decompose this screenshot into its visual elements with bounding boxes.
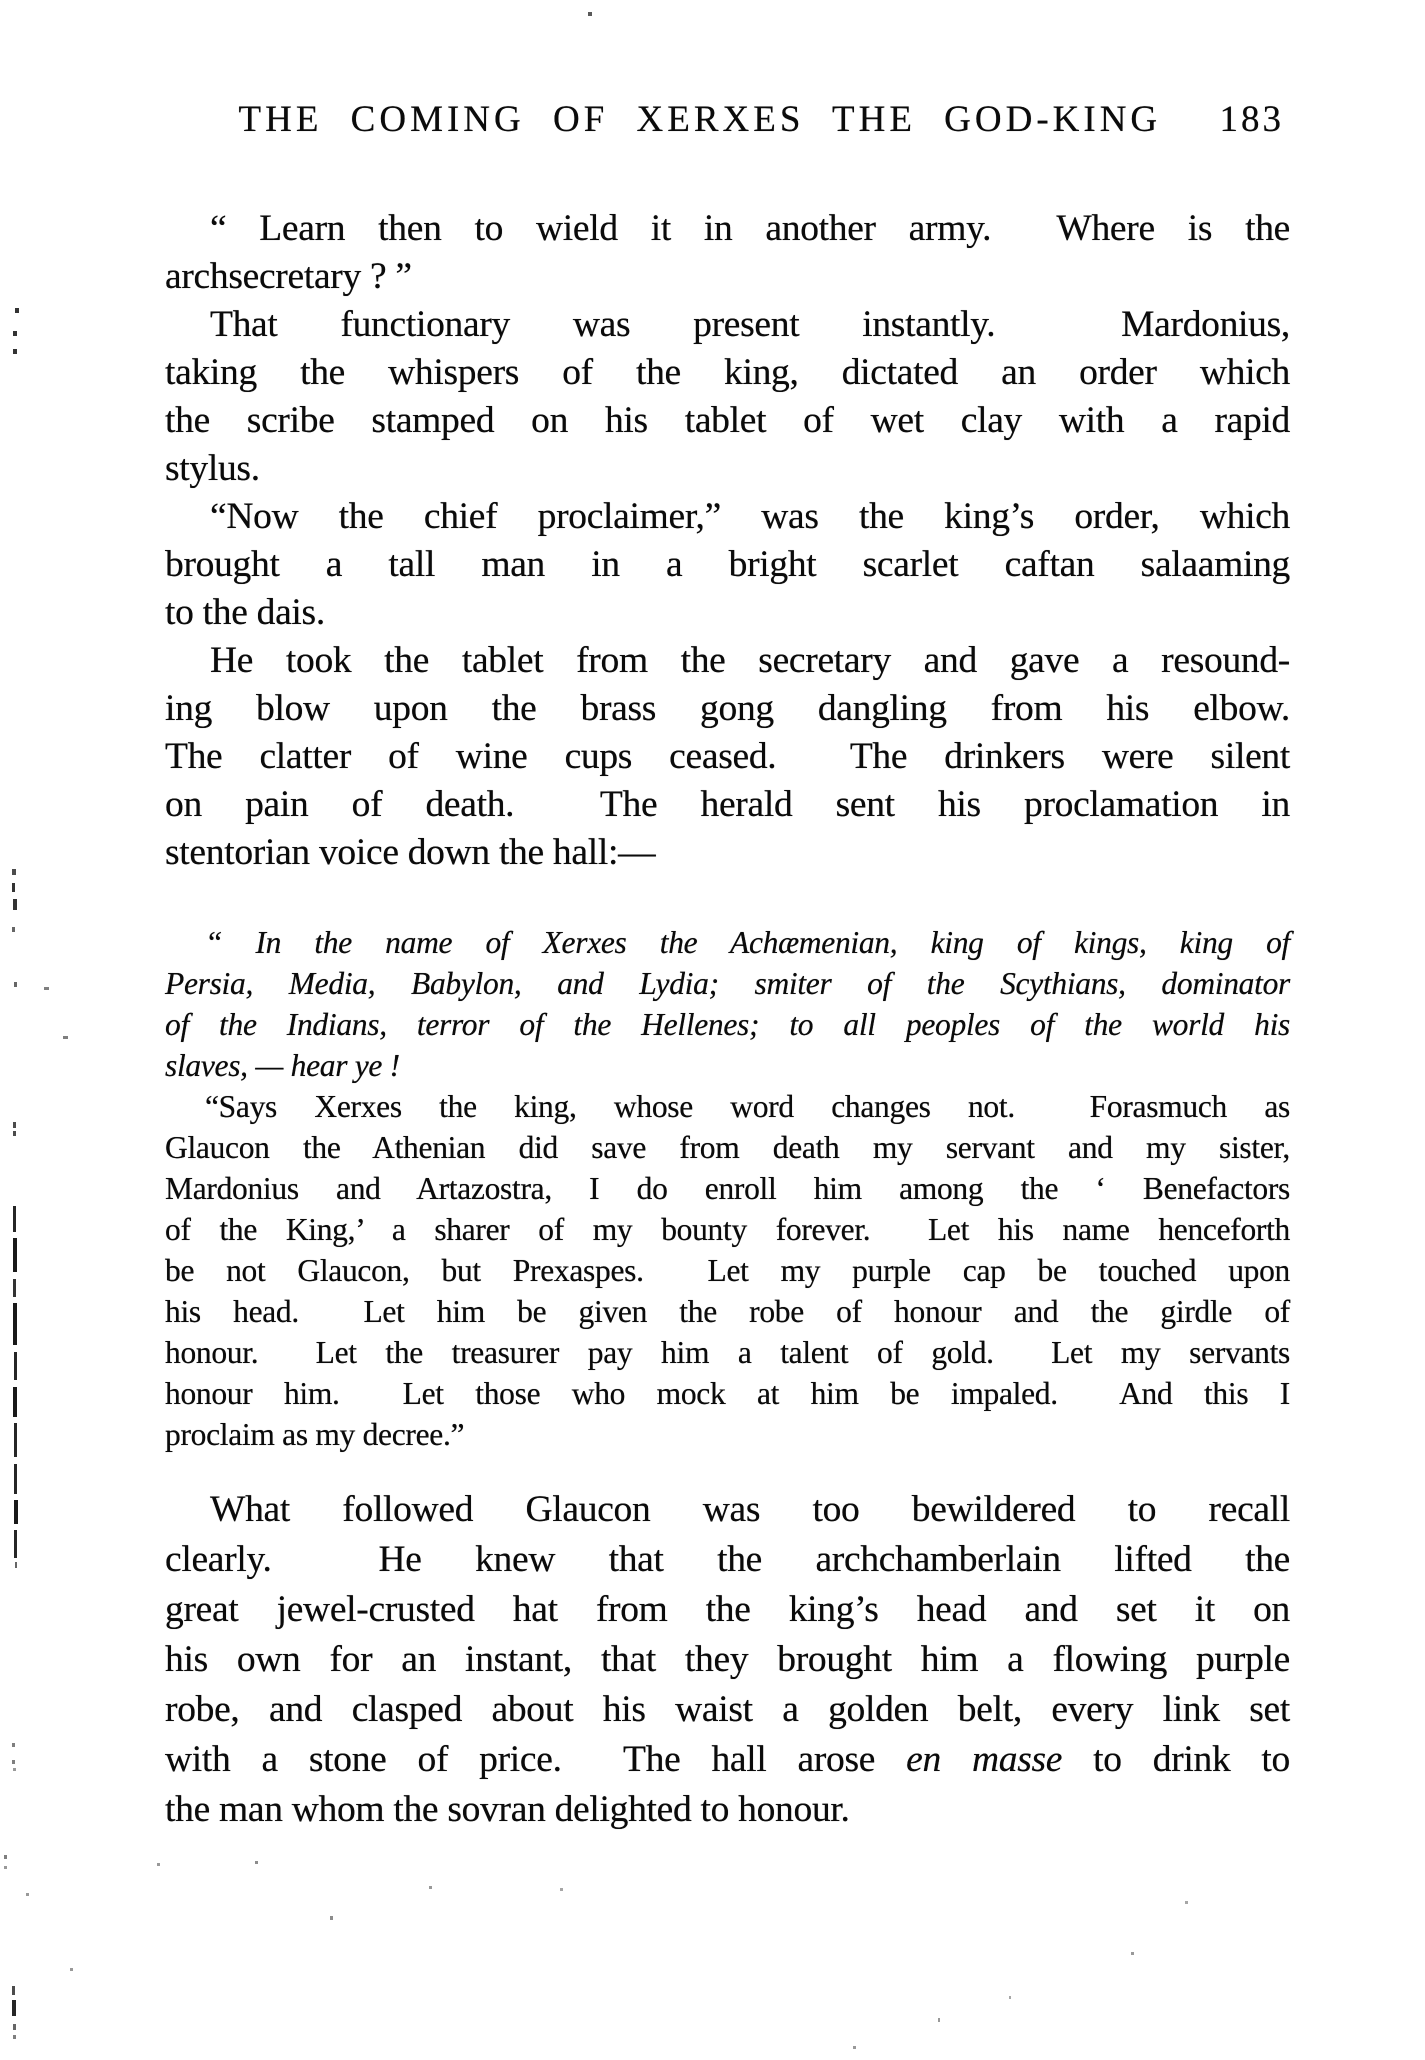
text-segment: archsecretary ? ” [165,256,412,297]
text-segment: of the Indians, terror of the Hellenes; to all peoples of the world his [165,1007,1290,1042]
text-segment: stentorian voice down the hall:— [165,832,656,873]
text-segment: Mardonius and Artazostra, I do enroll him among the ‘ Benefactors [165,1171,1290,1206]
scan-speck [63,1036,68,1039]
text-segment: brought a tall man in a bright scarlet caftan salaaming [165,544,1290,585]
text-segment: That functionary was present instantly. Mardonius, [210,304,1290,345]
text-line [165,349,1290,397]
text-line [165,301,1290,349]
scan-speck [853,2046,856,2049]
text-line [165,922,1290,963]
text-line [165,493,1290,541]
scan-speck [13,1122,16,1128]
text-segment: What followed Glaucon was too bewildered to recall [210,1489,1290,1530]
text-line [165,1209,1290,1250]
scan-speck [14,1530,17,1558]
text-line [165,1086,1290,1127]
scan-speck [13,1387,17,1417]
text-segment: taking the whispers of the king, dictated an order which [165,352,1290,393]
text-segment: He took the tablet from the secretary and gave a resound- [210,640,1290,681]
text-segment: to the dais. [165,592,325,633]
scan-speck [14,1352,17,1380]
scan-speck [13,331,17,336]
text-line [165,1585,1290,1635]
text-segment: with a stone of price. The hall arose [165,1739,907,1780]
text-line [165,1332,1290,1373]
text-line [165,1004,1290,1045]
text-line [165,205,1290,253]
scan-speck [588,12,592,16]
scan-speck [330,1916,333,1920]
text-segment: en masse [906,1739,1063,1780]
text-line [165,589,1290,637]
text-line [165,733,1290,781]
text-segment: The clatter of wine cups ceased. The drinkers were silent [165,736,1290,777]
scan-speck [14,1464,17,1494]
scan-speck [1185,1901,1188,1904]
scan-speck [429,1886,432,1889]
scan-speck [13,349,17,354]
scan-speck [14,1423,17,1457]
proclamation-quote [165,922,1290,1455]
text-segment: honour him. Let those who mock at him be impaled. And this I [165,1376,1290,1411]
body-paragraphs [165,205,1290,877]
scan-speck [13,1768,16,1771]
text-segment: his head. Let him be given the robe of honour and the girdle of [165,1294,1290,1329]
scan-speck [12,927,15,932]
scan-speck [157,1863,160,1866]
scan-speck [255,1861,258,1864]
text-segment: ing blow upon the brass gong dangling from his elbow. [165,688,1290,729]
text-segment: the man whom the sovran delighted to honour. [165,1789,850,1830]
text-line [165,445,1290,493]
scan-speck [560,1888,563,1891]
scan-speck [13,1131,16,1136]
text-segment: of the King,’ a sharer of my bounty forever. Let his name henceforth [165,1212,1290,1247]
text-segment: clearly. He knew that the archchamberlain lifted the [165,1539,1290,1580]
scan-speck [13,2024,16,2030]
text-line [165,1373,1290,1414]
text-segment: Glaucon the Athenian did save from death my servant and my sister, [165,1130,1290,1165]
text-segment: be not Glaucon, but Prexaspes. Let my purple cap be touched upon [165,1253,1290,1288]
text-segment: the scribe stamped on his tablet of wet clay with a rapid [165,400,1290,441]
scan-speck [12,883,15,892]
scan-speck [13,2035,16,2039]
scan-speck [12,1743,15,1747]
text-line [165,685,1290,733]
scan-speck [13,1279,16,1297]
scan-speck [26,1893,29,1896]
scan-speck [1009,1996,1011,1999]
scan-speck [13,1238,17,1272]
scan-speck [44,987,49,990]
scan-speck [938,2018,940,2022]
text-line [165,1535,1290,1585]
scan-speck [13,899,17,910]
scan-speck [14,1500,18,1524]
text-segment: proclaim as my decree.” [165,1417,465,1452]
text-segment: honour. Let the treasurer pay him a talent of gold. Let my servants [165,1335,1290,1370]
text-line [165,1485,1290,1535]
closing-paragraph [165,1485,1290,1835]
text-line [165,253,1290,301]
text-line [165,1291,1290,1332]
page-number: 183 [1219,99,1284,140]
text-segment: to drink to [1062,1739,1290,1780]
page-title: THE COMING OF XERXES THE GOD-KING [238,99,1162,140]
scan-speck [1131,1952,1134,1955]
scan-speck [12,1760,15,1764]
text-line [165,963,1290,1004]
text-line [165,1168,1290,1209]
text-segment: robe, and clasped about his waist a golden belt, every link set [165,1689,1290,1730]
text-segment: “ Learn then to wield it in another army. Where is the [210,208,1290,249]
scan-speck [13,1303,17,1345]
text-segment: great jewel-crusted hat from the king’s head and set it on [165,1589,1290,1630]
text-segment: “Now the chief proclaimer,” was the king’s order, which [210,496,1290,537]
text-segment: his own for an instant, that they brought him a flowing purple [165,1639,1290,1680]
scan-speck [4,1866,7,1869]
text-line [165,637,1290,685]
text-segment: stylus. [165,448,260,489]
scan-speck [12,2000,16,2016]
scan-speck [13,1206,16,1232]
text-segment: “ In the name of Xerxes the Achæmenian, king of kings, king of [205,925,1290,960]
scan-speck [12,1986,15,1995]
text-line [165,781,1290,829]
scan-speck [15,308,19,313]
text-line [165,1414,1290,1455]
scan-speck [14,982,17,987]
text-line [165,1785,1290,1835]
text-line [165,397,1290,445]
scan-speck [15,1562,17,1568]
text-line [165,541,1290,589]
text-line [165,1685,1290,1735]
text-line [165,1250,1290,1291]
text-segment: on pain of death. The herald sent his proclamation in [165,784,1290,825]
text-line [165,1635,1290,1685]
running-head [165,98,1290,142]
scan-speck [4,1855,7,1859]
text-line [165,829,1290,877]
text-line [165,1127,1290,1168]
scan-speck [70,1968,73,1971]
text-segment: “Says Xerxes the king, whose word changes not. Forasmuch as [205,1089,1290,1124]
text-line [165,1045,1290,1086]
text-line [165,1735,1290,1785]
scan-speck [12,869,16,875]
text-segment: slaves, — hear ye ! [165,1048,400,1083]
text-segment: Persia, Media, Babylon, and Lydia; smiter of the Scythians, dominator [165,966,1290,1001]
